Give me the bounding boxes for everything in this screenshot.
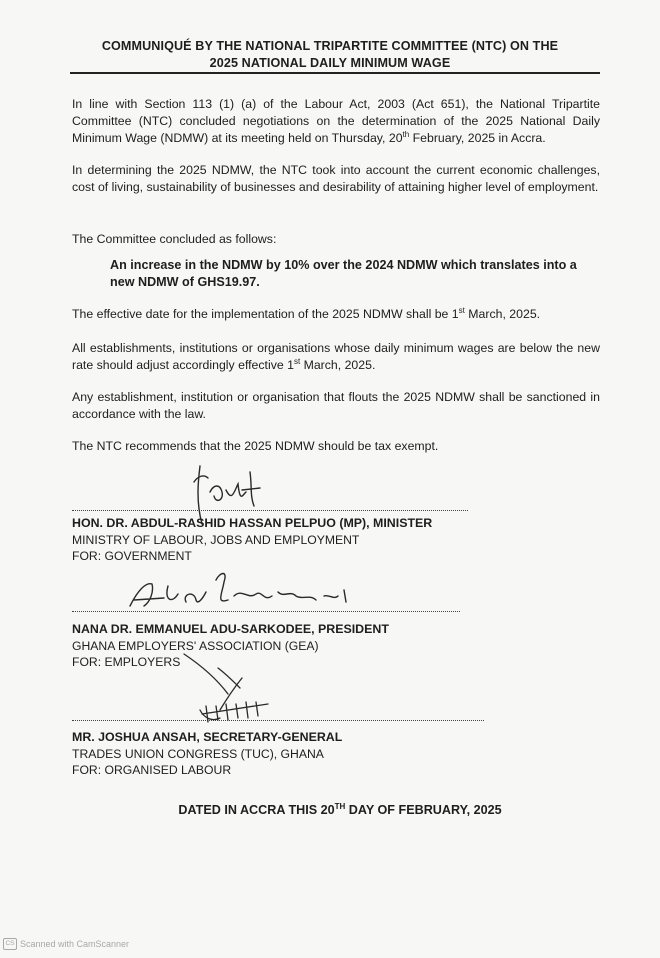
paragraph-legal-basis: In line with Section 113 (1) (a) of the Labour Act, 2003 (Act 651), the National Tripartite Committee (NTC) concluded negotiations on the determination of the 2025 National Daily Minimum Wage (NDMW) at its meeting held on Thursday, 20th February, 2025 in Accra.: [72, 97, 600, 145]
signatory-employers-for: FOR: EMPLOYERS: [72, 655, 181, 669]
paragraph-sanctions: Any establishment, institution or organisation that flouts the 2025 NDMW shall be sanctioned in accordance with the law.: [72, 390, 600, 421]
paragraph-effective-date: The effective date for the implementation of the 2025 NDMW shall be 1st March, 2025.: [72, 305, 541, 321]
signature-gea-president: [124, 566, 364, 626]
title-line-1: COMMUNIQUÉ BY THE NATIONAL TRIPARTITE COMMITTEE (NTC) ON THE: [101, 39, 559, 53]
camscanner-icon: CS: [3, 938, 17, 950]
paragraph-considerations: In determining the 2025 NDMW, the NTC took into account the current economic challenges, cost of living, sustainability of businesses and desirability of attaining higher level of employment.: [72, 163, 600, 194]
signatory-labour-name: MR. JOSHUA ANSAH, SECRETARY-GENERAL: [72, 730, 343, 744]
paragraph-tax-exempt: The NTC recommends that the 2025 NDMW should be tax exempt.: [72, 439, 439, 453]
signatory-government-name: HON. DR. ABDUL-RASHID HASSAN PELPUO (MP), MINISTER: [72, 516, 433, 530]
signature-tuc-secretary: [172, 648, 282, 728]
signatory-government-org: MINISTRY OF LABOUR, JOBS AND EMPLOYMENT: [72, 533, 360, 547]
signatory-labour-for: FOR: ORGANISED LABOUR: [72, 763, 232, 777]
signatory-labour-org: TRADES UNION CONGRESS (TUC), GHANA: [72, 747, 324, 761]
scanner-watermark-text: Scanned with CamScanner: [20, 939, 130, 949]
title-underline: [70, 72, 600, 74]
paragraph-conclusion-intro: The Committee concluded as follows:: [72, 232, 277, 246]
title-line-2: 2025 NATIONAL DAILY MINIMUM WAGE: [209, 56, 451, 70]
paragraph-wage-increase: An increase in the NDMW by 10% over the 2024 NDMW which translates into a new NDMW of GHS19.97.: [110, 258, 577, 289]
paragraph-adjustment: All establishments, institutions or organisations whose daily minimum wages are below the new rate should adjust accordingly effective 1st March, 2025.: [72, 341, 600, 372]
signatory-employers-org: GHANA EMPLOYERS' ASSOCIATION (GEA): [72, 639, 319, 653]
dated-line: DATED IN ACCRA THIS 20TH DAY OF FEBRUARY, 2025: [178, 801, 502, 817]
signatory-employers-name: NANA DR. EMMANUEL ADU-SARKODEE, PRESIDENT: [72, 622, 389, 636]
signatory-government-for: FOR: GOVERNMENT: [72, 549, 192, 563]
document-title: [60, 38, 600, 72]
scanner-watermark: [3, 938, 129, 950]
